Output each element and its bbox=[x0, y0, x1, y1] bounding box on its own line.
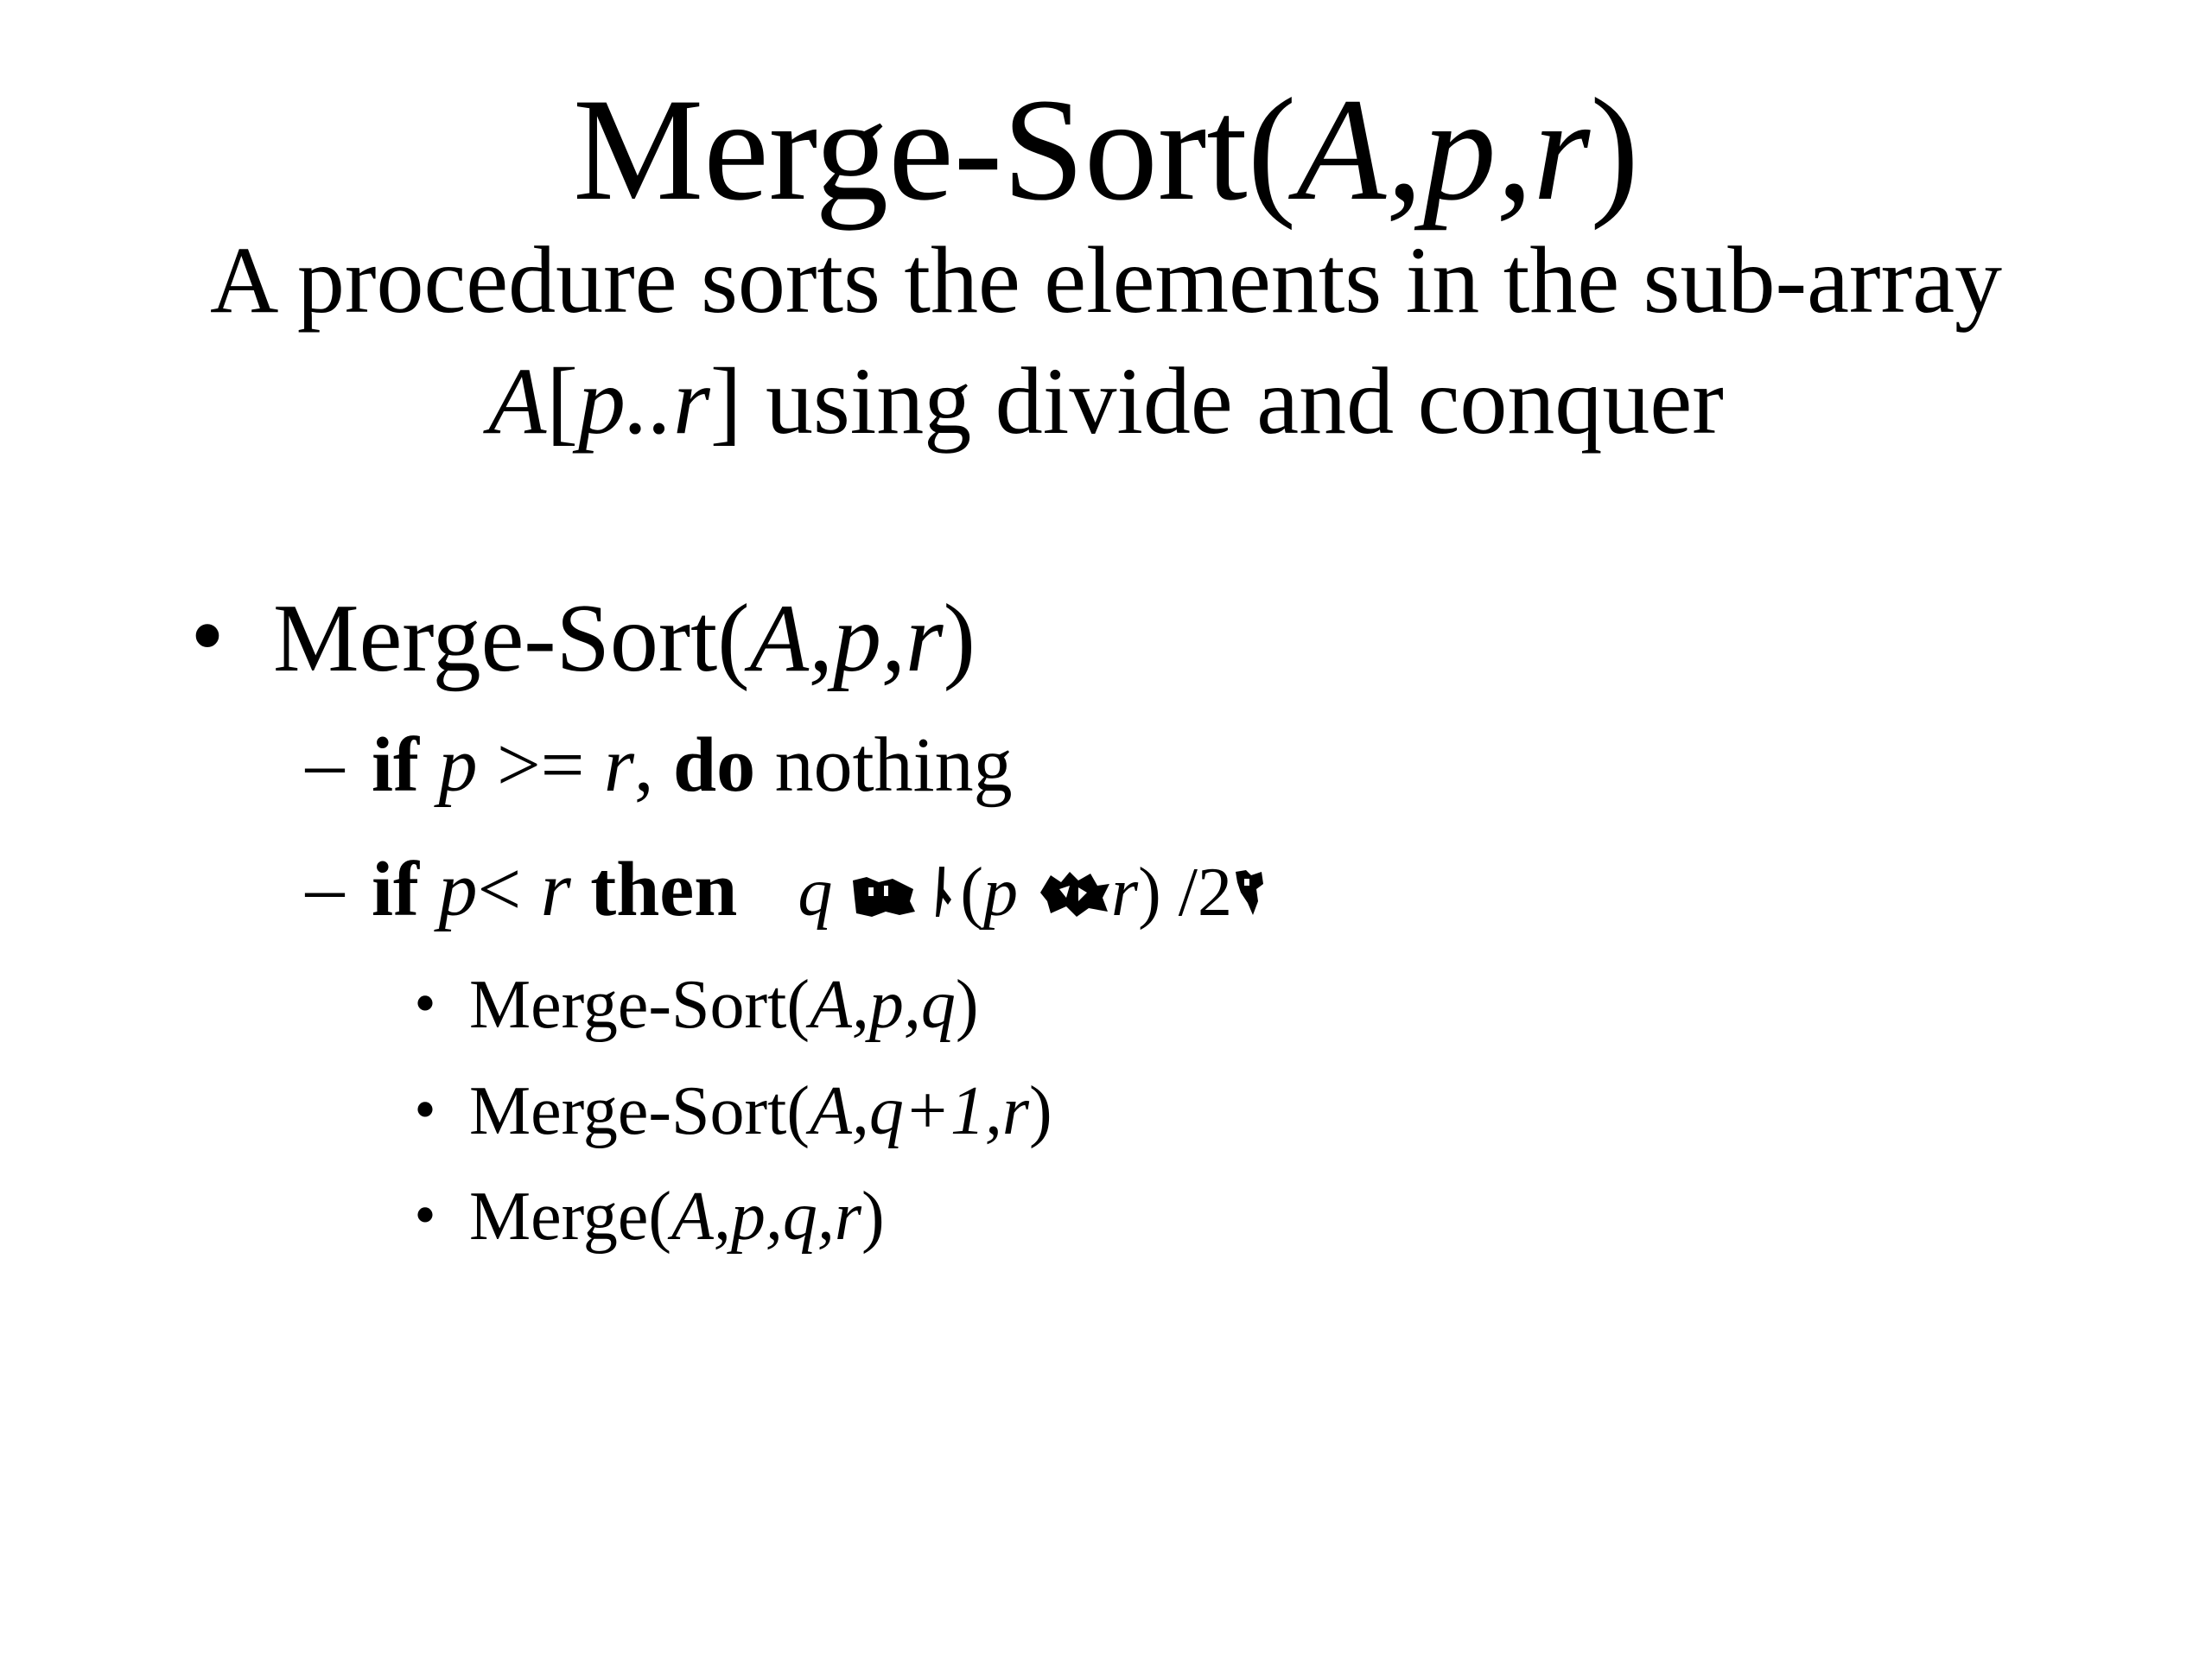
sub-call-args: A,p,q,r bbox=[671, 1179, 861, 1255]
subtitle-array-name: A bbox=[488, 348, 547, 454]
title-arg-p: p bbox=[1422, 68, 1497, 231]
keyword-do: do bbox=[673, 722, 756, 808]
formula-q: q bbox=[798, 855, 833, 931]
subtitle-line-1: A procedure sorts the elements in the sub-array bbox=[209, 227, 2003, 333]
title-arg-a: A bbox=[1296, 68, 1387, 231]
sub-call-name: Merge-Sort( bbox=[469, 967, 810, 1043]
keyword-then: then bbox=[590, 847, 738, 932]
formula-p: p bbox=[982, 855, 1018, 931]
dash-marker: – bbox=[305, 721, 345, 806]
sub-call-close: ) bbox=[955, 967, 979, 1043]
sub-call-right bbox=[469, 1070, 1052, 1153]
bullet-marker: • bbox=[414, 1075, 436, 1144]
var-p: p bbox=[438, 847, 478, 932]
comma: , bbox=[634, 722, 674, 808]
corrupted-floor-close-icon bbox=[1232, 856, 1267, 939]
keyword-if: if bbox=[372, 847, 419, 932]
title-close-paren: ) bbox=[1590, 68, 1639, 231]
subtitle-range: p..r bbox=[577, 348, 710, 454]
corrupted-plus-icon bbox=[1035, 856, 1111, 939]
main-bullet-args: A,p,r bbox=[749, 585, 944, 692]
bullet-marker: • bbox=[414, 969, 436, 1038]
subtitle-line-2 bbox=[0, 344, 2212, 458]
formula-r: r bbox=[1110, 855, 1139, 931]
sub-call-args: A,q+1,r bbox=[809, 1073, 1029, 1149]
sub-call-close: ) bbox=[1028, 1073, 1052, 1149]
operator-ge: >= bbox=[477, 722, 604, 808]
operator-lt: < bbox=[477, 847, 541, 932]
case-base bbox=[372, 719, 1013, 812]
formula-paren-close: ) bbox=[1138, 855, 1161, 931]
title-arg-r: r bbox=[1533, 68, 1591, 231]
case-base-rest: nothing bbox=[755, 722, 1013, 808]
subtitle-rest: using divide and conquer bbox=[741, 348, 1724, 454]
bullet-marker: • bbox=[414, 1180, 436, 1249]
title-sep: , bbox=[1496, 68, 1534, 231]
main-bullet bbox=[273, 581, 976, 696]
subtitle-bracket-close: ] bbox=[709, 348, 742, 454]
formula-paren-open: ( bbox=[960, 855, 983, 931]
midpoint-formula bbox=[798, 851, 1267, 939]
case-recursive bbox=[372, 843, 1267, 939]
sub-call-name: Merge-Sort( bbox=[469, 1073, 810, 1149]
title-function-name: Merge-Sort( bbox=[573, 68, 1297, 231]
corrupted-floor-open-icon bbox=[934, 856, 960, 939]
main-bullet-close: ) bbox=[943, 585, 976, 692]
var-r: r bbox=[604, 722, 635, 808]
var-r: r bbox=[540, 847, 571, 932]
slide-title bbox=[0, 69, 2212, 231]
sub-call-merge bbox=[469, 1175, 885, 1258]
formula-two: 2 bbox=[1197, 855, 1232, 931]
sub-call-close: ) bbox=[861, 1179, 885, 1255]
main-bullet-name: Merge-Sort( bbox=[273, 585, 750, 692]
subtitle-bracket-open: [ bbox=[546, 348, 578, 454]
sub-call-left bbox=[469, 963, 979, 1046]
formula-divide: / bbox=[1178, 855, 1198, 931]
bullet-marker: • bbox=[190, 582, 225, 690]
keyword-if: if bbox=[372, 722, 419, 808]
title-sep: , bbox=[1386, 68, 1423, 231]
sub-call-name: Merge( bbox=[469, 1179, 671, 1255]
sub-call-args: A,p,q bbox=[809, 967, 956, 1043]
dash-marker: – bbox=[305, 845, 345, 931]
corrupted-assign-arrow-icon bbox=[849, 856, 917, 939]
var-p: p bbox=[438, 722, 478, 808]
